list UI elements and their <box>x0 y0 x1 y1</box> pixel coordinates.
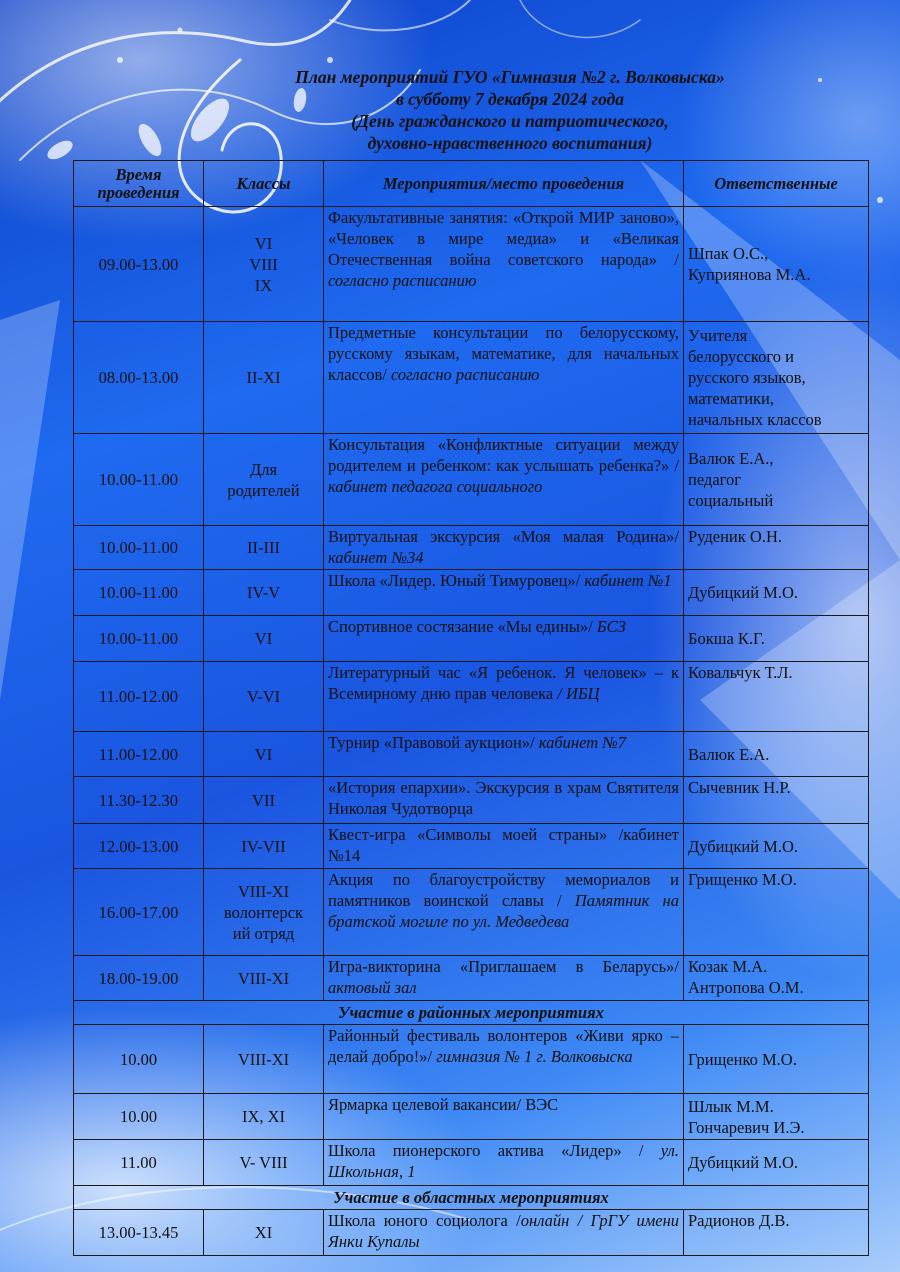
table-row <box>74 662 869 732</box>
header-time <box>74 161 204 207</box>
row-responsible-line: Дубицкий М.О. <box>688 583 798 602</box>
row-classes <box>204 732 324 777</box>
row-classes <box>204 616 324 662</box>
header-classes: Классы <box>204 161 324 207</box>
row-class-line: VIII-XI <box>237 968 290 988</box>
row-responsible <box>684 570 869 616</box>
row-event-text: Школа «Лидер. Юный Тимуровец»/ <box>328 571 585 590</box>
schedule-body <box>74 207 869 1256</box>
row-event-text: Школа пионерского актива «Лидер» / <box>328 1141 661 1160</box>
row-time: 11.00-12.00 <box>74 662 204 732</box>
row-time: 11.30-12.30 <box>74 777 204 824</box>
row-event <box>324 207 684 322</box>
row-class-line: IV-VII <box>241 836 286 856</box>
row-responsible <box>684 1025 869 1094</box>
row-class-line: V-VI <box>246 687 281 706</box>
table-row <box>74 824 869 869</box>
row-responsible-line: Радионов Д.В. <box>688 1211 790 1230</box>
row-time: 18.00-19.00 <box>74 956 204 1001</box>
row-responsible-line: Дубицкий М.О. <box>688 1153 798 1172</box>
table-row <box>74 570 869 616</box>
row-responsible-line: русского языков, <box>688 368 806 387</box>
row-classes <box>204 526 324 570</box>
row-event-text: Турнир «Правовой аукцион»/ <box>328 733 539 752</box>
row-event-text: Школа юного социолога / <box>328 1211 521 1230</box>
row-event-text: Консультация «Конфликтные ситуации между родителем и ребенком: как услышать ребенка?» / <box>328 435 679 475</box>
row-classes <box>204 434 324 526</box>
row-class-line: VII <box>252 790 275 810</box>
row-event <box>324 1094 684 1140</box>
row-responsible-line: белорусского и <box>688 347 794 366</box>
row-event <box>324 616 684 662</box>
row-class-line: IX <box>254 275 273 295</box>
row-responsible-line: начальных классов <box>688 410 822 429</box>
row-class-line: IV-V <box>246 583 281 602</box>
row-responsible <box>684 662 869 732</box>
row-class-line: II-III <box>247 538 280 557</box>
section-header-region-label: Участие в областных мероприятиях <box>74 1186 869 1210</box>
row-time: 09.00-13.00 <box>74 207 204 322</box>
row-class-line: VIII-XI <box>237 881 290 901</box>
row-class-line: родителей <box>227 480 300 500</box>
row-responsible-line: Антропова О.М. <box>688 978 804 997</box>
row-responsible-line: Козак М.А. <box>688 957 768 976</box>
table-row <box>74 1210 869 1256</box>
row-classes <box>204 662 324 732</box>
row-responsible-line: социальный <box>688 491 774 510</box>
table-row <box>74 869 869 956</box>
row-event-text: Акция по благоустройству мемориалов и памятников воинской славы / <box>328 870 679 910</box>
row-classes <box>204 1094 324 1140</box>
row-class-line: XI <box>254 1223 273 1242</box>
row-event-place: гимназия № 1 г. Волковыска <box>436 1047 633 1066</box>
row-class-line: ий отряд <box>232 923 295 943</box>
row-event-text: Литературный час «Я ребенок. Я человек» – к Всемирному дню прав человека <box>328 663 679 703</box>
row-responsible <box>684 526 869 570</box>
row-event <box>324 570 684 616</box>
row-responsible-line: Грищенко М.О. <box>688 870 797 889</box>
row-responsible-line: Валюк Е.А., <box>688 449 774 468</box>
row-event-text: Квест-игра «Символы моей страны» /кабинет №14 <box>328 825 679 865</box>
row-classes <box>204 956 324 1001</box>
title-line-2: в субботу 7 декабря 2024 года <box>395 89 625 109</box>
row-event-place: согласно расписанию <box>390 365 540 384</box>
row-responsible-line: Шлык М.М. <box>688 1096 774 1116</box>
row-event <box>324 777 684 824</box>
row-event-text: Игра-викторина «Приглашаем в Беларусь»/ <box>328 957 679 976</box>
row-responsible-line: Ковальчук Т.Л. <box>688 663 793 682</box>
row-time: 08.00-13.00 <box>74 322 204 434</box>
row-event <box>324 869 684 956</box>
row-time: 10.00-11.00 <box>74 434 204 526</box>
row-responsible-line: Бокша К.Г. <box>688 629 765 648</box>
row-responsible-line: Дубицкий М.О. <box>688 836 798 856</box>
row-time: 16.00-17.00 <box>74 869 204 956</box>
title-line-4: духовно-нравственного воспитания) <box>367 133 653 153</box>
row-responsible <box>684 1140 869 1186</box>
row-responsible-line: педагог <box>688 470 742 489</box>
row-time: 11.00-12.00 <box>74 732 204 777</box>
row-responsible-line: Грищенко М.О. <box>688 1049 797 1069</box>
row-time: 10.00 <box>74 1025 204 1094</box>
row-event <box>324 322 684 434</box>
row-classes <box>204 869 324 956</box>
row-class-line: VI <box>254 233 273 253</box>
table-header-row <box>74 161 869 207</box>
row-event-place: кабинет №1 <box>584 571 672 590</box>
table-row <box>74 732 869 777</box>
row-responsible <box>684 616 869 662</box>
row-time: 10.00-11.00 <box>74 570 204 616</box>
row-responsible <box>684 207 869 322</box>
header-events: Мероприятия/место проведения <box>324 161 684 207</box>
row-classes <box>204 824 324 869</box>
row-event <box>324 824 684 869</box>
row-event <box>324 1025 684 1094</box>
row-responsible-line: Куприянова М.А. <box>688 265 811 284</box>
row-class-line: IX, XI <box>241 1107 286 1126</box>
row-classes <box>204 1140 324 1186</box>
row-event-place: БСЗ <box>596 617 626 636</box>
row-event-text: «История епархии». Экскурсия в храм Святителя Николая Чудотворца <box>328 778 679 818</box>
row-event <box>324 434 684 526</box>
row-time: 10.00 <box>74 1094 204 1140</box>
row-responsible <box>684 869 869 956</box>
row-responsible <box>684 434 869 526</box>
header-time-line-2: проведения <box>97 182 180 202</box>
header-time-line-1: Время <box>115 164 162 184</box>
title-line-3: (День гражданского и патриотического, <box>351 111 669 131</box>
row-responsible <box>684 956 869 1001</box>
row-responsible-line: математики, <box>688 389 774 408</box>
row-event-place: актовый зал <box>328 978 417 997</box>
row-responsible <box>684 322 869 434</box>
schedule-table <box>73 160 869 1256</box>
row-class-line: волонтерск <box>223 902 304 922</box>
row-responsible-line: Учителя <box>688 326 748 345</box>
row-class-line: VIII-XI <box>237 1049 290 1069</box>
row-class-line: VI <box>254 744 273 764</box>
row-event <box>324 1140 684 1186</box>
row-time: 12.00-13.00 <box>74 824 204 869</box>
header-responsible: Ответственные <box>684 161 869 207</box>
row-responsible <box>684 777 869 824</box>
table-row <box>74 1140 869 1186</box>
table-row <box>74 526 869 570</box>
row-time: 10.00-11.00 <box>74 616 204 662</box>
row-class-line: II-XI <box>246 368 281 387</box>
row-event-place: кабинет педагога социального <box>328 477 543 496</box>
row-event <box>324 956 684 1001</box>
row-event <box>324 526 684 570</box>
row-event-place: кабинет №7 <box>538 733 627 752</box>
row-event-text: Ярмарка целевой вакансии/ ВЭС <box>328 1095 559 1114</box>
row-event <box>324 662 684 732</box>
row-responsible <box>684 732 869 777</box>
row-time: 10.00-11.00 <box>74 526 204 570</box>
row-event-text: Спортивное состязание «Мы едины»/ <box>328 617 597 636</box>
row-event-text: Районный фестиваль волонтеров «Живи ярко – делай добро!»/ <box>328 1026 679 1066</box>
row-responsible-line: Руденик О.Н. <box>688 527 782 546</box>
title-line-1: План мероприятий ГУО «Гимназия №2 г. Волковыска» <box>295 67 725 87</box>
row-class-line: VIII <box>249 254 278 274</box>
row-responsible <box>684 824 869 869</box>
row-event-place: кабинет №34 <box>328 548 424 567</box>
row-responsible-line: Сычевник Н.Р. <box>688 778 791 797</box>
row-event-text: Виртуальная экскурсия «Моя малая Родина»/ <box>328 527 679 546</box>
row-event <box>324 1210 684 1256</box>
row-event-text: Предметные консультации по белорусскому, русскому языкам, математике, для начальных классов/ <box>328 323 679 384</box>
row-classes <box>204 1210 324 1256</box>
table-row <box>74 1025 869 1094</box>
row-time: 13.00-13.45 <box>74 1210 204 1256</box>
row-event-place: / ИБЦ <box>557 684 600 703</box>
row-responsible-line: Шпак О.С., <box>688 244 769 263</box>
row-responsible-line: Гончаревич И.Э. <box>688 1117 805 1137</box>
row-event-text: Факультативные занятия: «Открой МИР заново», «Человек в мире медиа» и «Великая Отечественная война советского народа» / <box>328 208 679 269</box>
row-event-place: Памятник на братской могиле по ул. Медведева <box>328 891 679 931</box>
section-header-region <box>74 1186 869 1210</box>
table-row <box>74 434 869 526</box>
table-row <box>74 777 869 824</box>
row-class-line: Для <box>249 459 278 479</box>
row-class-line: V- VIII <box>239 1153 288 1172</box>
row-classes <box>204 322 324 434</box>
row-classes <box>204 207 324 322</box>
table-row <box>74 956 869 1001</box>
row-responsible <box>684 1094 869 1140</box>
section-header-district <box>74 1001 869 1025</box>
row-event-place: ул. Школьная, 1 <box>328 1141 679 1181</box>
document-title <box>120 66 900 154</box>
row-event-place: онлайн / ГрГУ имени Янки Купалы <box>328 1211 680 1251</box>
row-event-place: согласно расписанию <box>328 271 477 290</box>
row-time: 11.00 <box>74 1140 204 1186</box>
row-responsible-line: Валюк Е.А. <box>688 744 770 764</box>
table-row <box>74 616 869 662</box>
row-event <box>324 732 684 777</box>
table-row <box>74 1094 869 1140</box>
row-classes <box>204 570 324 616</box>
table-row <box>74 322 869 434</box>
row-classes <box>204 1025 324 1094</box>
row-class-line: VI <box>254 629 273 648</box>
row-classes <box>204 777 324 824</box>
table-row <box>74 207 869 322</box>
section-header-district-label: Участие в районных мероприятиях <box>74 1001 869 1025</box>
row-responsible <box>684 1210 869 1256</box>
